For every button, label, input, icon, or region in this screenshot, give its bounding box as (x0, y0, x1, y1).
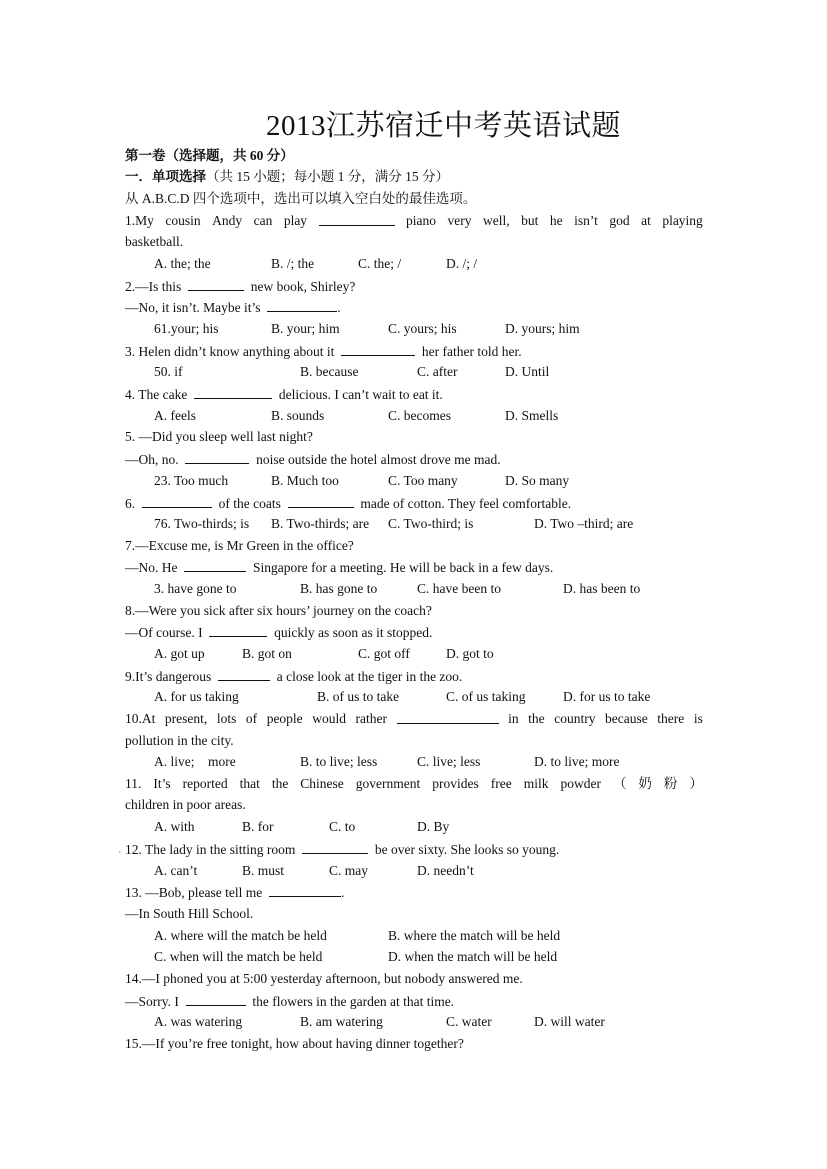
answer-blank[interactable] (267, 298, 337, 312)
text: —Of course. I (125, 625, 203, 640)
option-b[interactable]: B. got on (242, 646, 292, 661)
word: 11. (125, 776, 142, 791)
text: delicious. I can’t wait to eat it. (278, 387, 443, 402)
answer-blank[interactable] (184, 558, 246, 572)
text: a close look at the tiger in the zoo. (276, 669, 463, 684)
text: the flowers in the garden at that time. (252, 994, 455, 1009)
part1-note: （共 15 小题；每小题 1 分，满分 15 分） (206, 169, 449, 184)
text: her father told her. (421, 344, 522, 359)
question-12-line (125, 840, 703, 859)
text: 6. (125, 496, 136, 511)
word: play (283, 213, 308, 228)
text: 9.It’s dangerous (125, 669, 212, 684)
word: 粉 (663, 776, 678, 791)
option-b[interactable]: B. /; the (271, 256, 315, 271)
question-3-line (125, 342, 703, 361)
text: noise outside the hotel almost drove me mad. (256, 452, 501, 467)
text: be over sixty. She looks so young. (374, 842, 560, 857)
word: he (549, 213, 563, 228)
instruction: 从 A.B.C.D 四个选项中，选出可以填入空白处的最佳选项。 (125, 191, 477, 206)
answer-blank[interactable] (188, 277, 244, 291)
part1-heading (125, 168, 703, 186)
question-14-line-1: 14.—I phoned you at 5:00 yesterday afternoon, but nobody answered me. (125, 971, 523, 986)
answer-blank[interactable] (302, 840, 368, 854)
question-2-line-1 (125, 277, 703, 296)
option-a[interactable]: 3. have gone to (154, 581, 237, 596)
word: people (266, 711, 303, 726)
word: provides (432, 776, 479, 791)
word: 1.My (125, 213, 154, 228)
word: there (657, 711, 685, 726)
answer-blank[interactable] (185, 450, 249, 464)
text: . (340, 885, 345, 900)
word: 奶 (638, 776, 652, 791)
option-a[interactable]: A. with (154, 819, 195, 834)
answer-blank[interactable] (218, 667, 270, 681)
answer-blank[interactable] (397, 710, 499, 724)
question-8-line-2 (125, 623, 703, 642)
option-b[interactable]: B. has gone to (300, 581, 378, 596)
option-b[interactable]: B. am watering (300, 1014, 383, 1029)
text: 2.—Is this (125, 279, 182, 294)
option-b[interactable]: B. must (242, 863, 285, 878)
question-5-line-2 (125, 450, 703, 469)
text: 3. Helen didn’t know anything about it (125, 344, 335, 359)
option-d[interactable]: D. has been to (563, 581, 641, 596)
word: Andy (212, 213, 243, 228)
option-a[interactable]: A. the; the (154, 256, 211, 271)
word: isn’t (574, 213, 598, 228)
answer-blank[interactable] (186, 992, 246, 1006)
option-c[interactable]: C. of us taking (446, 689, 526, 704)
option-b[interactable]: B. sounds (271, 408, 325, 423)
option-b[interactable]: B. for (242, 819, 274, 834)
option-b[interactable]: B. your; him (271, 321, 340, 336)
word: at (641, 213, 651, 228)
part1-title: 一．单项选择 (125, 169, 206, 184)
question-13-line-2: —In South Hill School. (125, 906, 254, 921)
word: is (693, 711, 703, 726)
text: —No. He (125, 560, 178, 575)
word: the (528, 711, 545, 726)
word: government (355, 776, 421, 791)
option-c[interactable]: C. Too many (388, 473, 458, 488)
option-a[interactable]: A. for us taking (154, 689, 239, 704)
option-a[interactable]: A. can’t (154, 863, 198, 878)
option-d[interactable]: D. /; / (446, 256, 478, 271)
question-11-line (125, 775, 703, 793)
answer-blank[interactable] (209, 623, 267, 637)
word: reported (182, 776, 228, 791)
option-a[interactable]: A. feels (154, 408, 196, 423)
answer-blank[interactable] (269, 883, 341, 897)
option-b[interactable]: B. because (300, 364, 359, 379)
question-15-line-1: 15.—If you’re free tonight, how about having dinner together? (125, 1036, 464, 1051)
option-b[interactable]: B. Much too (271, 473, 339, 488)
option-d[interactable]: D. for us to take (563, 689, 651, 704)
question-6-line (125, 494, 703, 513)
question-8-line-1: 8.—Were you sick after six hours’ journey on the coach? (125, 603, 432, 618)
option-b[interactable]: B. Two-thirds; are (271, 516, 370, 531)
word: because (605, 711, 648, 726)
text: —Sorry. I (125, 994, 179, 1009)
word: rather (355, 711, 388, 726)
option-c[interactable]: C. got off (358, 646, 410, 661)
option-c[interactable]: C. water (446, 1014, 492, 1029)
answer-blank[interactable] (194, 385, 272, 399)
question-10-cont: pollution in the city. (125, 733, 234, 748)
word: in (508, 711, 519, 726)
word: but (521, 213, 539, 228)
word: piano (406, 213, 437, 228)
question-1-cont: basketball. (125, 234, 184, 249)
word: Chinese (300, 776, 344, 791)
word: powder (560, 776, 601, 791)
word: present, (164, 711, 208, 726)
text: Singapore for a meeting. He will be back in a few days. (253, 560, 554, 575)
text: —Oh, no. (125, 452, 179, 467)
option-c[interactable]: C. may (329, 863, 368, 878)
word: that (239, 776, 260, 791)
question-4-line (125, 385, 703, 404)
option-a[interactable]: 76. Two-thirds; is (154, 516, 250, 531)
option-c[interactable]: C. live; less (417, 754, 481, 769)
option-b[interactable]: B. of us to take (317, 689, 400, 704)
word: of (245, 711, 258, 726)
question-13-line-1 (125, 883, 703, 902)
question-10-line (125, 710, 703, 728)
option-b[interactable]: B. to live; less (300, 754, 378, 769)
word: free (490, 776, 512, 791)
text: 13. —Bob, please tell me (125, 885, 263, 900)
option-a[interactable]: A. was watering (154, 1014, 243, 1029)
word: lots (216, 711, 237, 726)
option-c[interactable]: C. when will the match be held (154, 949, 323, 964)
word: milk (523, 776, 549, 791)
option-a[interactable]: A. live; more (154, 754, 236, 769)
question-5-line-1: 5. —Did you sleep well last night? (125, 429, 313, 444)
option-d[interactable]: D. So many (505, 473, 570, 488)
question-9-line (125, 667, 703, 686)
text: made of cotton. They feel comfortable. (360, 496, 572, 511)
option-d[interactable]: D. yours; him (505, 321, 580, 336)
option-c[interactable]: C. yours; his (388, 321, 457, 336)
page-title: 2013江苏宿迁中考英语试题 (265, 110, 621, 142)
option-d[interactable]: D. needn’t (417, 863, 474, 878)
option-c[interactable]: C. becomes (388, 408, 451, 423)
word: would (312, 711, 346, 726)
option-d[interactable]: D. to live; more (534, 754, 620, 769)
option-d[interactable]: D. will water (534, 1014, 605, 1029)
word: very (447, 213, 472, 228)
text: 4. The cake (125, 387, 188, 402)
option-a[interactable]: 50. if (154, 364, 183, 379)
word: playing (662, 213, 703, 228)
word: well, (483, 213, 510, 228)
option-a[interactable]: A. where will the match be held (154, 928, 327, 943)
option-d[interactable]: D. when the match will be held (388, 949, 558, 964)
option-c[interactable]: C. have been to (417, 581, 501, 596)
option-b[interactable]: B. where the match will be held (388, 928, 561, 943)
text: —No, it isn’t. Maybe it’s (125, 300, 261, 315)
answer-blank[interactable] (288, 494, 354, 508)
question-7-line-1: 7.—Excuse me, is Mr Green in the office? (125, 538, 354, 553)
word: cousin (165, 213, 201, 228)
word: It’s (153, 776, 171, 791)
word: the (271, 776, 289, 791)
option-a[interactable]: 23. Too much (154, 473, 229, 488)
text: of the coats (218, 496, 281, 511)
option-a[interactable]: 61.your; his (154, 321, 219, 336)
word: （ (612, 776, 627, 791)
word: ） (689, 776, 703, 791)
section-heading: 第一卷（选择题，共 60 分） (125, 148, 294, 163)
answer-blank[interactable] (319, 212, 395, 226)
question-1-line (125, 212, 703, 230)
option-c[interactable]: C. after (417, 364, 458, 379)
text: quickly as soon as it stopped. (274, 625, 433, 640)
text: new book, Shirley? (250, 279, 356, 294)
option-c[interactable]: C. Two-third; is (388, 516, 474, 531)
word: country (554, 711, 596, 726)
word: 10.At (125, 711, 156, 726)
option-d[interactable]: D. Until (505, 364, 550, 379)
answer-blank[interactable] (341, 342, 415, 356)
option-d[interactable]: D. Smells (505, 408, 559, 423)
answer-blank[interactable] (142, 494, 212, 508)
question-14-line-2 (125, 992, 703, 1011)
option-a[interactable]: A. got up (154, 646, 205, 661)
option-d[interactable]: D. Two –third; are (534, 516, 634, 531)
question-2-line-2 (125, 298, 703, 317)
text: 12. The lady in the sitting room (125, 842, 296, 857)
option-d[interactable]: D. By (417, 819, 450, 834)
option-d[interactable]: D. got to (446, 646, 494, 661)
option-c[interactable]: C. the; / (358, 256, 402, 271)
question-11-cont: children in poor areas. (125, 797, 246, 812)
word: god (609, 213, 630, 228)
stray-mark: . (118, 841, 122, 856)
option-c[interactable]: C. to (329, 819, 356, 834)
text: . (337, 300, 341, 315)
question-7-line-2 (125, 558, 703, 577)
word: can (253, 213, 273, 228)
